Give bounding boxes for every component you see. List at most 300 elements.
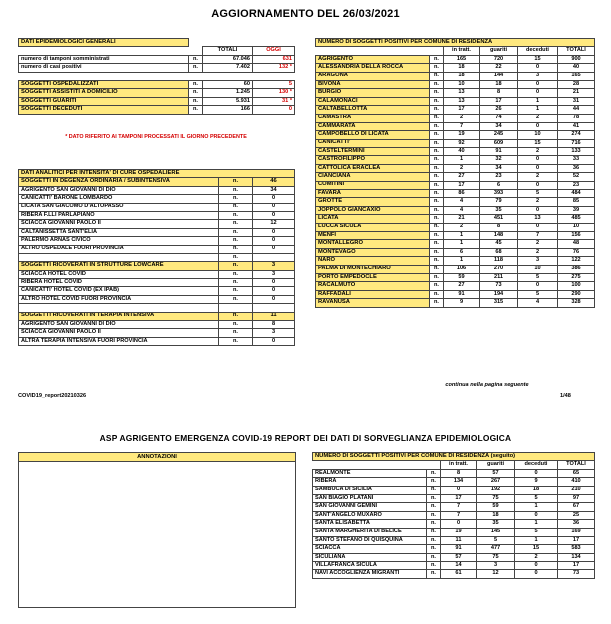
comune-unit: n. — [427, 536, 441, 544]
comune-unit: n. — [430, 299, 444, 307]
page-title: AGGIORNAMENTO DEL 26/03/2021 — [211, 8, 400, 20]
comune-totali: 716 — [558, 139, 595, 147]
comune-unit: n. — [430, 240, 444, 248]
comune-totali: 165 — [558, 72, 595, 80]
hosp-label: ALTRA TERAPIA INTENSIVA FUORI PROVINCIA — [19, 337, 219, 345]
epi-unit: n. — [189, 55, 203, 63]
hosp-value: 0 — [253, 211, 295, 219]
comune-row — [313, 570, 595, 578]
comuni-table-1 — [315, 38, 595, 308]
comune-name: LUCCA SICULA — [316, 223, 430, 231]
comune-in-tratt: 7 — [441, 511, 477, 519]
comune-row — [316, 265, 595, 273]
hosp-row — [19, 178, 295, 186]
comune-deceduti: 0 — [518, 206, 558, 214]
hosp-value: 8 — [253, 321, 295, 329]
hosp-unit — [219, 304, 253, 312]
comune-unit: n. — [430, 190, 444, 198]
comune-deceduti: 10 — [518, 131, 558, 139]
comune-guariti: 118 — [480, 257, 518, 265]
comune-in-tratt: 8 — [441, 469, 477, 477]
comune-in-tratt: 13 — [444, 97, 480, 105]
comune-unit: n. — [427, 494, 441, 502]
comune-totali: 44 — [558, 106, 595, 114]
comune-row — [316, 148, 595, 156]
comune-totali: 17 — [558, 562, 595, 570]
comune-row — [316, 72, 595, 80]
comune-name: SAN BIAGIO PLATANI — [313, 494, 427, 502]
comune-totali: 17 — [558, 536, 595, 544]
comune-deceduti: 9 — [515, 478, 558, 486]
comune-name: NARO — [316, 257, 430, 265]
hosp-value: 0 — [253, 203, 295, 211]
comune-in-tratt: 0 — [441, 520, 477, 528]
comune-row — [316, 164, 595, 172]
comune-deceduti: 0 — [518, 64, 558, 72]
comune-name: CALAMONACI — [316, 97, 430, 105]
comune-row — [316, 139, 595, 147]
comune-unit: n. — [430, 114, 444, 122]
comune-deceduti: 0 — [518, 223, 558, 231]
hosp-unit: n. — [219, 220, 253, 228]
hosp-label: SOGGETTI RICOVERATI IN STRUTTURE LOWCARE — [19, 262, 219, 270]
epi-label: SOGGETTI GUARITI — [19, 97, 189, 105]
comune-name: CANICATTI' — [316, 139, 430, 147]
hosp-unit: n. — [219, 321, 253, 329]
comune-guariti: 18 — [477, 511, 515, 519]
hosp-row — [19, 220, 295, 228]
comune-guariti: 6 — [480, 181, 518, 189]
comune-totali: 85 — [558, 198, 595, 206]
epi-table — [18, 38, 295, 115]
footer-page-number: 1/48 — [560, 393, 571, 399]
epi-today: 631 — [253, 55, 295, 63]
comune-name: MONTALLEGRO — [316, 240, 430, 248]
comune-totali: 900 — [558, 55, 595, 63]
epi-unit: n. — [189, 80, 203, 88]
comune-name: CAMPOBELLO DI LICATA — [316, 131, 430, 139]
col-in-tratt: in tratt. — [441, 461, 477, 469]
epi-row — [19, 89, 295, 97]
comune-unit: n. — [430, 257, 444, 265]
comune-deceduti: 0 — [518, 164, 558, 172]
hosp-row — [19, 237, 295, 245]
hosp-label: SOGGETTI IN DEGENZA ORDINARIA / SUBINTENSIVA — [19, 178, 219, 186]
comune-name: CIANCIANA — [316, 173, 430, 181]
comune-unit: n. — [427, 478, 441, 486]
epi-label: SOGGETTI OSPEDALIZZATI — [19, 80, 189, 88]
comune-in-tratt: 7 — [441, 503, 477, 511]
hosp-row — [19, 195, 295, 203]
comune-row — [316, 64, 595, 72]
comune-unit: n. — [430, 164, 444, 172]
comuni-header-1: NUMERO DI SOGGETTI POSITIVI PER COMUNE DI RESIDENZA — [316, 39, 595, 47]
comune-totali: 48 — [558, 240, 595, 248]
comune-in-tratt: 61 — [441, 570, 477, 578]
comune-in-tratt: 165 — [444, 55, 480, 63]
hosp-value: 46 — [253, 178, 295, 186]
comune-unit: n. — [430, 72, 444, 80]
comune-totali: 134 — [558, 553, 595, 561]
comune-totali: 78 — [558, 114, 595, 122]
comune-in-tratt: 14 — [441, 562, 477, 570]
hosp-unit: n. — [219, 203, 253, 211]
comune-deceduti: 15 — [518, 55, 558, 63]
hosp-value: 0 — [253, 287, 295, 295]
comune-unit: n. — [430, 106, 444, 114]
comune-row — [313, 528, 595, 536]
hosp-value — [253, 304, 295, 312]
comune-unit: n. — [427, 503, 441, 511]
comune-totali: 52 — [558, 173, 595, 181]
comune-name: NAVI ACCOGLIENZA MIGRANTI — [313, 570, 427, 578]
comuni-table-2 — [312, 452, 595, 579]
col-guariti: guariti — [480, 47, 518, 55]
comune-row — [316, 122, 595, 130]
comune-unit: n. — [427, 562, 441, 570]
col-in-tratt: in tratt. — [444, 47, 480, 55]
comune-name: CASTROFILIPPO — [316, 156, 430, 164]
comune-in-tratt: 18 — [444, 64, 480, 72]
hosp-label: CANICATTI' HOTEL COVID (EX IPAB) — [19, 287, 219, 295]
comune-in-tratt: 21 — [444, 215, 480, 223]
hosp-label — [19, 253, 219, 261]
comune-name: MENFI — [316, 231, 430, 239]
comune-deceduti: 0 — [515, 511, 558, 519]
comune-in-tratt: 9 — [444, 299, 480, 307]
hosp-row — [19, 211, 295, 219]
comune-guariti: 26 — [480, 106, 518, 114]
hosp-unit: n. — [219, 329, 253, 337]
hosp-label: RIBERA F.LLI PARLAPIANO — [19, 211, 219, 219]
hosp-label: AGRIGENTO SAN GIOVANNI DI DIO — [19, 321, 219, 329]
hosp-row — [19, 253, 295, 261]
comune-guariti: 245 — [480, 131, 518, 139]
hosp-label: ALTRO OSPEDALE FUORI PROVINCIA — [19, 245, 219, 253]
hosp-unit: n. — [219, 245, 253, 253]
comune-unit: n. — [430, 248, 444, 256]
comune-deceduti: 5 — [518, 273, 558, 281]
comune-guariti: 270 — [480, 265, 518, 273]
comune-row — [316, 156, 595, 164]
comune-in-tratt: 106 — [444, 265, 480, 273]
comune-row — [313, 520, 595, 528]
hosp-unit: n. — [219, 237, 253, 245]
comune-name: SICULIANA — [313, 553, 427, 561]
hosp-unit: n. — [219, 287, 253, 295]
comune-guariti: 393 — [480, 190, 518, 198]
comune-in-tratt: 1 — [444, 257, 480, 265]
comune-in-tratt: 134 — [441, 478, 477, 486]
hosp-unit: n. — [219, 211, 253, 219]
hosp-value: 12 — [253, 220, 295, 228]
comune-name: AGRIGENTO — [316, 55, 430, 63]
epi-total: 5.931 — [203, 97, 253, 105]
comune-deceduti: 1 — [515, 520, 558, 528]
comune-deceduti: 18 — [515, 486, 558, 494]
comune-guariti: 23 — [480, 173, 518, 181]
comune-deceduti: 15 — [518, 139, 558, 147]
comune-name: GROTTE — [316, 198, 430, 206]
comune-deceduti: 0 — [518, 181, 558, 189]
comune-row — [316, 55, 595, 63]
comune-guariti: 35 — [477, 520, 515, 528]
comuni-header-2: NUMERO DI SOGGETTI POSITIVI PER COMUNE DI RESIDENZA (seguito) — [313, 453, 595, 461]
comune-guariti: 192 — [477, 486, 515, 494]
comune-deceduti: 7 — [518, 231, 558, 239]
comune-unit: n. — [430, 156, 444, 164]
comune-in-tratt: 1 — [444, 231, 480, 239]
comune-totali: 583 — [558, 545, 595, 553]
hosp-row — [19, 262, 295, 270]
comune-name: SAN GIOVANNI GEMINI — [313, 503, 427, 511]
comune-totali: 76 — [558, 248, 595, 256]
comune-guariti: 5 — [477, 536, 515, 544]
hosp-value: 0 — [253, 228, 295, 236]
comune-totali: 100 — [558, 282, 595, 290]
comune-row — [316, 181, 595, 189]
hosp-unit: n. — [219, 337, 253, 345]
comune-guariti: 720 — [480, 55, 518, 63]
hosp-value: 3 — [253, 270, 295, 278]
comune-deceduti: 1 — [515, 536, 558, 544]
comune-guariti: 34 — [480, 122, 518, 130]
hosp-row — [19, 245, 295, 253]
comune-row — [316, 97, 595, 105]
comune-deceduti: 2 — [518, 240, 558, 248]
comune-unit: n. — [430, 64, 444, 72]
comune-totali: 67 — [558, 503, 595, 511]
comune-guariti: 267 — [477, 478, 515, 486]
hosp-value — [253, 253, 295, 261]
comune-totali: 28 — [558, 80, 595, 88]
comune-in-tratt: 91 — [444, 290, 480, 298]
comune-row — [316, 106, 595, 114]
col-totali: TOTALI — [203, 47, 253, 55]
comune-totali: 41 — [558, 122, 595, 130]
comune-unit: n. — [430, 89, 444, 97]
comune-totali: 73 — [558, 570, 595, 578]
comune-unit: n. — [430, 198, 444, 206]
col-deceduti: deceduti — [518, 47, 558, 55]
comune-guariti: 73 — [480, 282, 518, 290]
hosp-unit: n. — [219, 195, 253, 203]
comune-totali: 25 — [558, 511, 595, 519]
hosp-label: SCIACCA HOTEL COVID — [19, 270, 219, 278]
hosp-label: LICATA SAN GIACOMO D'ALTOPASSO — [19, 203, 219, 211]
annotazioni-box — [18, 452, 296, 608]
hosp-row — [19, 321, 295, 329]
epi-total: 67.046 — [203, 55, 253, 63]
comune-row — [316, 80, 595, 88]
hosp-row — [19, 287, 295, 295]
comune-guariti: 74 — [480, 114, 518, 122]
comune-totali: 33 — [558, 156, 595, 164]
comune-deceduti: 10 — [518, 265, 558, 273]
epi-today: 130 * — [253, 89, 295, 97]
comune-in-tratt: 18 — [444, 72, 480, 80]
comune-name: RAVANUSA — [316, 299, 430, 307]
comune-name: SANTA MARGHERITA DI BELICE — [313, 528, 427, 536]
hosp-label: ALTRO HOTEL COVID FUORI PROVINCIA — [19, 295, 219, 303]
comune-totali: 210 — [558, 486, 595, 494]
hosp-unit: n. — [219, 228, 253, 236]
comune-in-tratt: 2 — [444, 114, 480, 122]
comune-name: PORTO EMPEDOCLE — [316, 273, 430, 281]
comune-unit: n. — [430, 273, 444, 281]
comune-in-tratt: 2 — [444, 164, 480, 172]
comune-in-tratt: 2 — [444, 223, 480, 231]
comune-unit: n. — [430, 231, 444, 239]
epi-today: 132 * — [253, 64, 295, 72]
hosp-unit: n. — [219, 270, 253, 278]
comune-in-tratt: 59 — [444, 273, 480, 281]
comune-totali: 156 — [558, 231, 595, 239]
comune-row — [316, 190, 595, 198]
hosp-value: 34 — [253, 186, 295, 194]
epi-label: SOGGETTI DECEDUTI — [19, 106, 189, 114]
epi-row — [19, 72, 295, 80]
epi-unit: n. — [189, 97, 203, 105]
comune-in-tratt: 13 — [444, 89, 480, 97]
comune-guariti: 315 — [480, 299, 518, 307]
hosp-value: 0 — [253, 245, 295, 253]
hosp-row — [19, 312, 295, 320]
hosp-row — [19, 337, 295, 345]
comune-in-tratt: 19 — [441, 528, 477, 536]
comune-guariti: 75 — [477, 494, 515, 502]
comune-name: COMITINI — [316, 181, 430, 189]
comune-guariti: 144 — [480, 72, 518, 80]
comune-row — [316, 223, 595, 231]
hosp-label: SOGGETTI RICOVERATI IN TERAPIA INTENSIVA — [19, 312, 219, 320]
comune-name: RACALMUTO — [316, 282, 430, 290]
comune-guariti: 34 — [480, 164, 518, 172]
comune-in-tratt: 92 — [444, 139, 480, 147]
comune-guariti: 8 — [480, 89, 518, 97]
comune-guariti: 451 — [480, 215, 518, 223]
comune-guariti: 194 — [480, 290, 518, 298]
comune-unit: n. — [430, 122, 444, 130]
comune-unit: n. — [430, 282, 444, 290]
comune-name: RIBERA — [313, 478, 427, 486]
comune-in-tratt: 0 — [441, 486, 477, 494]
hosp-unit: n. — [219, 312, 253, 320]
hosp-value: 3 — [253, 262, 295, 270]
hosp-label: SCIACCA GIOVANNI PAOLO II — [19, 220, 219, 228]
comune-deceduti: 0 — [518, 80, 558, 88]
col-oggi: OGGI — [253, 47, 295, 55]
epi-header: DATI EPIDEMIOLOGICI GENERALI — [19, 39, 189, 47]
hosp-label: SCIACCA GIOVANNI PAOLO II — [19, 329, 219, 337]
comune-unit: n. — [427, 520, 441, 528]
hosp-value: 0 — [253, 279, 295, 287]
comune-row — [313, 545, 595, 553]
comune-name: SANTA ELISABETTA — [313, 520, 427, 528]
comune-unit: n. — [430, 131, 444, 139]
comune-deceduti: 2 — [518, 248, 558, 256]
comune-row — [316, 206, 595, 214]
comune-row — [316, 215, 595, 223]
comune-unit: n. — [427, 553, 441, 561]
comune-totali: 328 — [558, 299, 595, 307]
comune-deceduti: 2 — [518, 148, 558, 156]
comune-unit: n. — [430, 97, 444, 105]
hosp-table — [18, 169, 295, 346]
comune-guariti: 22 — [480, 64, 518, 72]
comune-in-tratt: 1 — [444, 156, 480, 164]
comune-row — [313, 536, 595, 544]
epi-row — [19, 80, 295, 88]
hosp-unit: n. — [219, 262, 253, 270]
comune-name: PALMA DI MONTECHIARO — [316, 265, 430, 273]
comune-unit: n. — [430, 173, 444, 181]
comune-unit: n. — [430, 80, 444, 88]
hosp-header: DATI ANALITICI PER INTENSITA' DI CURE OSPEDALIERE — [19, 170, 295, 178]
continua-note: continua nella pagina seguente — [445, 382, 529, 388]
hosp-label: RIBERA HOTEL COVID — [19, 279, 219, 287]
comune-unit: n. — [430, 139, 444, 147]
comune-deceduti: 2 — [518, 173, 558, 181]
comune-guariti: 211 — [480, 273, 518, 281]
comune-in-tratt: 27 — [444, 173, 480, 181]
comune-unit: n. — [430, 206, 444, 214]
comune-guariti: 12 — [477, 570, 515, 578]
comune-deceduti: 15 — [515, 545, 558, 553]
comune-totali: 410 — [558, 478, 595, 486]
comune-in-tratt: 4 — [444, 198, 480, 206]
comune-guariti: 477 — [477, 545, 515, 553]
epi-total: 60 — [203, 80, 253, 88]
comune-deceduti: 0 — [518, 122, 558, 130]
comune-deceduti: 2 — [518, 114, 558, 122]
comune-row — [316, 282, 595, 290]
comune-row — [313, 494, 595, 502]
comune-in-tratt: 40 — [444, 148, 480, 156]
comune-row — [316, 257, 595, 265]
hosp-label: CALTANISSETTA SANT'ELIA — [19, 228, 219, 236]
comune-row — [313, 478, 595, 486]
comune-name: VILLAFRANCA SICULA — [313, 562, 427, 570]
hosp-label: CANICATTI' BARONE LOMBARDO — [19, 195, 219, 203]
comune-guariti: 75 — [477, 553, 515, 561]
hosp-value: 0 — [253, 295, 295, 303]
comune-totali: 485 — [558, 215, 595, 223]
comune-deceduti: 5 — [518, 290, 558, 298]
comune-totali: 97 — [558, 494, 595, 502]
comune-totali: 39 — [558, 206, 595, 214]
epi-unit: n. — [189, 106, 203, 114]
comune-guariti: 79 — [480, 198, 518, 206]
epi-row — [19, 55, 295, 63]
comune-row — [316, 290, 595, 298]
comune-totali: 31 — [558, 97, 595, 105]
hosp-label — [19, 304, 219, 312]
comune-guariti: 59 — [477, 503, 515, 511]
comune-deceduti: 1 — [518, 106, 558, 114]
comune-in-tratt: 11 — [441, 536, 477, 544]
comune-row — [316, 114, 595, 122]
comune-name: SANTO STEFANO DI QUISQUINA — [313, 536, 427, 544]
comune-name: SAMBUCA DI SICILIA — [313, 486, 427, 494]
comune-name: CASTELTERMINI — [316, 148, 430, 156]
epi-label: numero di tamponi somministrati — [19, 55, 189, 63]
hosp-label: AGRIGENTO SAN GIOVANNI DI DIO — [19, 186, 219, 194]
hosp-value: 0 — [253, 237, 295, 245]
comune-name: LICATA — [316, 215, 430, 223]
comune-name: CAMASTRA — [316, 114, 430, 122]
hosp-value: 11 — [253, 312, 295, 320]
